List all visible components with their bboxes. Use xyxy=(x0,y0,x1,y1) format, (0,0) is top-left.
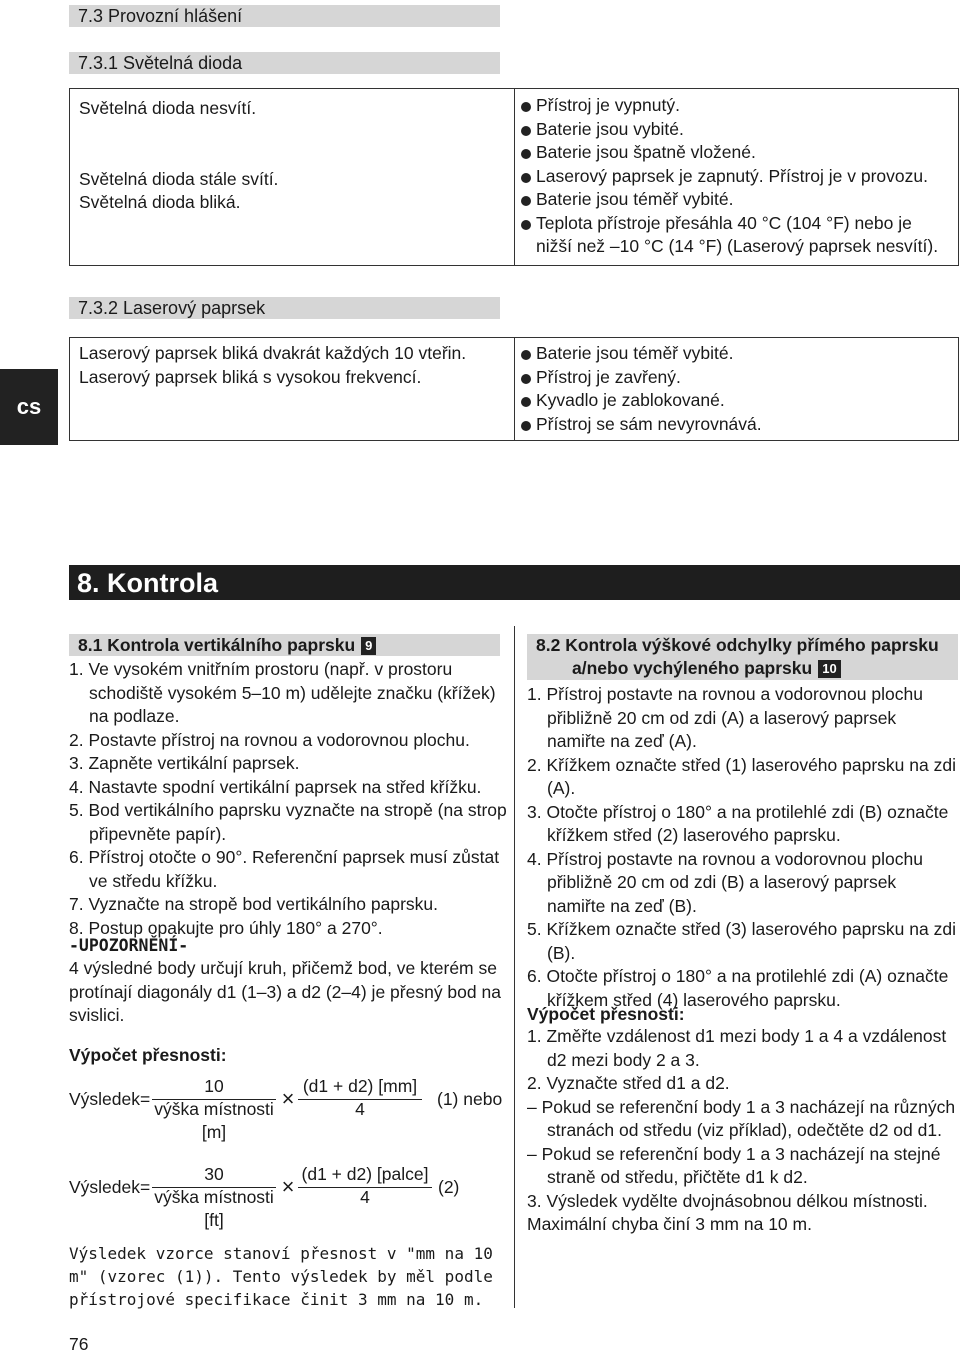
note-heading: -UPOZORNĚNÍ- xyxy=(69,936,189,955)
max-error-text: Maximální chyba činí 3 mm na 10 m. xyxy=(527,1214,812,1234)
table-cell: Světelná dioda stále svítí. xyxy=(79,168,279,189)
vertical-check-steps xyxy=(69,658,509,940)
table-right-column xyxy=(519,342,949,436)
table-left-column xyxy=(79,342,499,389)
step-item: 1. Ve vysokém vnitřním prostoru (např. v prostoru schodiště vysokém 5–10 m) udělejte značku (křížek) na podlaze. xyxy=(69,659,496,726)
table-cell: Laserový paprsek bliká s vysokou frekvencí. xyxy=(79,366,422,387)
step-item: 8. Postup opakujte pro úhly 180° a 270°. xyxy=(69,917,383,938)
bullet-item: Laserový paprsek je zapnutý. Přístroj je v provozu. xyxy=(519,165,949,189)
calc-item: – Pokud se referenční body 1 a 3 nacházejí na různých stranách od středu (viz příklad), odečtěte d2 od d1. xyxy=(527,1096,956,1140)
table-right-column xyxy=(519,94,949,259)
chapter-title: 8. Kontrola xyxy=(77,568,219,598)
accuracy-heading: Výpočet přesnosti: xyxy=(69,1045,227,1065)
formula-denominator: 4 xyxy=(360,1187,370,1207)
language-label: cs xyxy=(16,394,42,419)
table-divider xyxy=(514,89,515,265)
chapter-header-8 xyxy=(69,565,960,600)
step-item: 2. Křížkem označte střed (1) laserového paprsku na zdi (A). xyxy=(527,754,956,798)
section-header-8-2 xyxy=(527,634,958,680)
bullet-item: Baterie jsou téměř vybité. xyxy=(519,342,949,366)
section-title: 7.3.1 Světelná dioda xyxy=(78,53,243,73)
result-text: Výsledek vzorce stanoví přesnost v "mm na 10 m" (vzorec (1)). Tento výsledek by měl podle přístrojové specifikace činit 3 mm na 10 m. xyxy=(69,1244,493,1309)
step-item: 4. Nastavte spodní vertikální paprsek na střed křížku. xyxy=(69,776,482,797)
formula-label: Výsledek= xyxy=(69,1177,151,1197)
section-header-8-1 xyxy=(69,634,500,656)
section-header-7-3-1 xyxy=(69,52,500,74)
formula-numerator: (d1 + d2) [mm] xyxy=(302,1076,418,1096)
table-cell: Laserový paprsek bliká dvakrát každých 10 vteřin. xyxy=(79,343,467,363)
section-title-line-2: a/nebo vychýleného paprsku xyxy=(572,658,813,678)
table-divider xyxy=(514,338,515,440)
section-header-7-3 xyxy=(69,5,500,27)
section-title: 8.1 Kontrola vertikálního paprsku xyxy=(78,635,356,655)
times-symbol: × xyxy=(281,1086,295,1111)
table-left-column xyxy=(79,97,499,215)
bullet-item: Kyvadlo je zablokované. xyxy=(519,389,949,413)
bullet-item: Přístroj se sám nevyrovnává. xyxy=(519,413,949,437)
bullet-item: Teplota přístroje přesáhla 40 °C (104 °F) nebo je nižší než –10 °C (14 °F) (Laserový paprsek nesvítí). xyxy=(519,212,949,259)
formula-numerator: 30 xyxy=(204,1164,224,1184)
table-cell: Světelná dioda bliká. xyxy=(79,192,241,212)
bullet-item: Baterie jsou špatně vložené. xyxy=(519,141,949,165)
height-check-steps xyxy=(527,683,959,1012)
times-symbol: × xyxy=(281,1174,295,1199)
step-item: 5. Křížkem označte střed (3) laserového paprsku na zdi (B). xyxy=(527,919,956,963)
figure-ref-badge: 9 xyxy=(361,637,376,655)
figure-ref-badge: 10 xyxy=(818,660,840,678)
calc-item: 2. Vyznačte střed d1 a d2. xyxy=(527,1073,730,1093)
step-item: 5. Bod vertikálního paprsku vyznačte na stropě (na strop připevněte papír). xyxy=(69,800,507,844)
formula-unit: [m] xyxy=(201,1122,227,1142)
formula-denominator: 4 xyxy=(355,1099,365,1119)
page-number: 76 xyxy=(69,1334,89,1354)
bullet-item: Přístroj je vypnutý. xyxy=(519,94,949,118)
formula-numerator: (d1 + d2) [palce] xyxy=(301,1164,429,1184)
laser-status-table xyxy=(69,337,959,441)
calc-item: – Pokud se referenční body 1 a 3 nacházejí na stejné straně od středu, přičtěte d1 k d2. xyxy=(527,1143,941,1187)
formula-suffix: (2) xyxy=(438,1177,460,1197)
formula-numerator: 10 xyxy=(204,1076,224,1096)
step-item: 6. Otočte přístroj o 180° a na protilehlé zdi (A) označte křížkem střed (4) laserového paprsku. xyxy=(527,966,949,1010)
bullet-item: Baterie jsou vybité. xyxy=(519,118,949,142)
accuracy-steps xyxy=(527,1025,959,1213)
step-item: 3. Zapněte vertikální paprsek. xyxy=(69,753,300,773)
step-item: 1. Přístroj postavte na rovnou a vodorovnou plochu přibližně 20 cm od zdi (A) a laserový paprsek namiřte na zeď (A). xyxy=(527,684,923,751)
bullet-item: Přístroj je zavřený. xyxy=(519,366,949,390)
formula-label: Výsledek= xyxy=(69,1089,151,1109)
step-item: 3. Otočte přístroj o 180° a na protilehlé zdi (B) označte křížkem střed (2) laserového paprsku. xyxy=(527,801,949,845)
calc-item: 3. Výsledek vydělte dvojnásobnou délkou místnosti. xyxy=(527,1190,928,1211)
table-cell: Světelná dioda nesvítí. xyxy=(79,98,257,118)
calc-item: 1. Změřte vzdálenost d1 mezi body 1 a 4 a vzdálenost d2 mezi body 2 a 3. xyxy=(527,1026,947,1070)
section-title: 7.3 Provozní hlášení xyxy=(78,6,243,26)
led-status-table xyxy=(69,88,959,266)
accuracy-heading: Výpočet přesnosti: xyxy=(527,1004,685,1024)
language-tab xyxy=(0,369,58,445)
section-title-line-1: 8.2 Kontrola výškové odchylky přímého paprsku xyxy=(536,635,939,655)
step-item: 2. Postavte přístroj na rovnou a vodorovnou plochu. xyxy=(69,729,470,750)
note-text: 4 výsledné body určují kruh, přičemž bod, ve kterém se protínají diagonály d1 (1–3) a d2 (2–4) je přesný bod na svislici. xyxy=(69,958,501,1025)
section-header-7-3-2 xyxy=(69,297,500,319)
step-item: 6. Přístroj otočte o 90°. Referenční paprsek musí zůstat ve středu křížku. xyxy=(69,847,500,891)
formula-denominator: výška místnosti xyxy=(154,1187,274,1207)
section-title: 7.3.2 Laserový paprsek xyxy=(78,298,266,318)
step-item: 4. Přístroj postavte na rovnou a vodorovnou plochu přibližně 20 cm od zdi (B) a laserový paprsek namiřte na zeď (B). xyxy=(527,848,923,916)
column-divider xyxy=(514,626,515,1308)
step-item: 7. Vyznačte na stropě bod vertikálního paprsku. xyxy=(69,894,439,914)
formula-denominator: výška místnosti xyxy=(154,1099,274,1119)
formula-suffix: (1) nebo xyxy=(437,1089,503,1109)
bullet-item: Baterie jsou téměř vybité. xyxy=(519,188,949,212)
formula-unit: [ft] xyxy=(204,1210,224,1230)
